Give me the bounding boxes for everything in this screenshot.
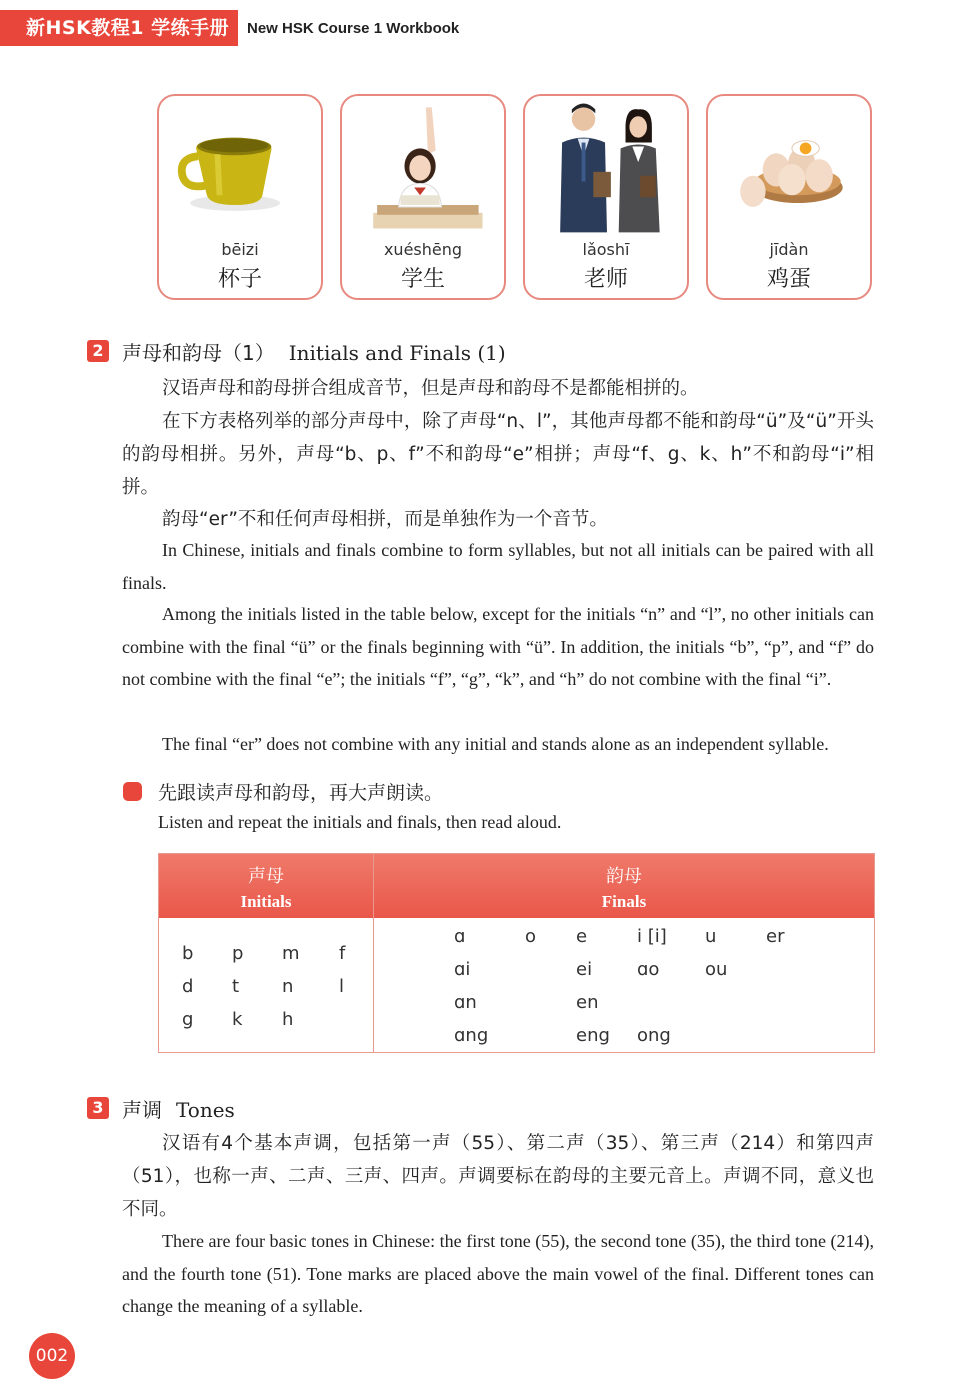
card-pinyin: lǎoshī	[582, 240, 630, 259]
card-hanzi: 杯子	[217, 267, 262, 292]
paragraph-en: Among the initials listed in the table below, except for the initials “n” and “l”, no other initials can combine with the final “ü” or the finals beginning with “ü”. In addition, the initials “b”, “p”, and “f” do not combine with the final “e”; the initials “f”, “g”, “k”, and “h” do not combine with the final “i”.	[122, 604, 874, 689]
final-cell: ou	[705, 959, 728, 980]
card-pinyin: jīdàn	[769, 240, 809, 259]
yellow-cup-image	[159, 96, 321, 234]
section-title	[122, 1094, 235, 1123]
initials-header-en: Initials	[240, 892, 292, 911]
instruction-zh: 先跟读声母和韵母，再大声朗读。	[158, 782, 444, 804]
section-number-badge: 3	[87, 1097, 109, 1119]
eggs-image	[708, 96, 870, 234]
card-hanzi: 学生	[400, 267, 445, 292]
paragraph-zh: 韵母“er”不和任何声母相拼，而是单独作为一个音节。	[162, 509, 608, 530]
initials-header	[159, 854, 373, 918]
final-cell: ei	[576, 959, 593, 980]
card-pinyin: xuéshēng	[383, 240, 463, 259]
final-cell: i [i]	[637, 926, 667, 947]
final-cell: u	[705, 926, 717, 947]
card-hanzi: 老师	[583, 267, 628, 292]
vocab-card-student	[340, 94, 506, 300]
paragraph-zh: 汉语声母和韵母拼合组成音节，但是声母和韵母不是都能相拼的。	[162, 378, 699, 399]
book-title-banner: 新HSK教程1 学练手册	[0, 10, 238, 46]
initial-cell: b	[182, 943, 194, 964]
final-cell: ɑo	[637, 959, 660, 980]
initial-cell: p	[232, 943, 244, 964]
initial-cell: h	[282, 1009, 294, 1030]
finals-header	[374, 854, 874, 918]
table-divider	[373, 854, 374, 1052]
section-title	[122, 337, 506, 366]
card-hanzi: 鸡蛋	[766, 267, 811, 292]
finals-header-zh: 韵母	[606, 866, 642, 887]
final-cell: ong	[637, 1025, 671, 1046]
section-title-zh: 声母和韵母（1）	[122, 341, 275, 365]
section-title-en: Tones	[176, 1098, 235, 1122]
student-image	[342, 96, 504, 234]
paragraph-zh: 汉语有4个基本声调，包括第一声（55）、第二声（35）、第三声（214）和第四声（51），也称一声、二声、三声、四声。声调要标在韵母的主要元音上。声调不同，意义也不同。	[122, 1133, 874, 1220]
initial-cell: d	[182, 976, 194, 997]
initial-cell: f	[339, 943, 346, 964]
final-cell: ɑng	[454, 1025, 489, 1046]
final-cell: e	[576, 926, 588, 947]
section-number-badge: 2	[87, 340, 109, 362]
teachers-image	[525, 96, 687, 234]
initials-finals-table	[158, 853, 875, 1053]
final-cell: ɑ	[454, 926, 466, 947]
final-cell: eng	[576, 1025, 610, 1046]
initial-cell: m	[282, 943, 300, 964]
initial-cell: t	[232, 976, 240, 997]
initial-cell: k	[232, 1009, 243, 1030]
vocab-card-teachers	[523, 94, 689, 300]
final-cell: en	[576, 992, 599, 1013]
vocab-card-cup	[157, 94, 323, 300]
initial-cell: g	[182, 1009, 194, 1030]
card-pinyin: bēizi	[221, 240, 259, 259]
paragraph-zh: 在下方表格列举的部分声母中，除了声母“n、l”，其他声母都不能和韵母“ü”及“ü”开头的韵母相拼。另外，声母“b、p、f”不和韵母“e”相拼；声母“f、g、k、h”不和韵母“i”相拼。	[122, 411, 874, 498]
final-cell: o	[525, 926, 537, 947]
paragraph-en: There are four basic tones in Chinese: the first tone (55), the second tone (35), the third tone (214), and the fourth tone (51). Tone marks are placed above the main vowel of the final. Different tones can change the meaning of a syllable.	[122, 1231, 874, 1316]
initial-cell: n	[282, 976, 294, 997]
vocab-card-eggs	[706, 94, 872, 300]
section-title-zh: 声调	[122, 1098, 162, 1122]
instruction-bullet-icon	[123, 782, 142, 801]
final-cell: ɑi	[454, 959, 471, 980]
book-title-english: New HSK Course 1 Workbook	[247, 20, 460, 37]
page-number: 002	[29, 1333, 75, 1379]
section-title-en: Initials and Finals (1)	[288, 341, 506, 365]
paragraph-en: The final “er” does not combine with any initial and stands alone as an independent syllable.	[162, 734, 829, 754]
instruction-en: Listen and repeat the initials and finals, then read aloud.	[158, 812, 562, 832]
finals-header-en: Finals	[601, 892, 647, 911]
paragraph-en: In Chinese, initials and finals combine to form syllables, but not all initials can be paired with all finals.	[122, 540, 874, 593]
initials-header-zh: 声母	[248, 866, 284, 887]
final-cell: ɑn	[454, 992, 477, 1013]
initial-cell: l	[339, 976, 345, 997]
final-cell: er	[766, 926, 785, 947]
